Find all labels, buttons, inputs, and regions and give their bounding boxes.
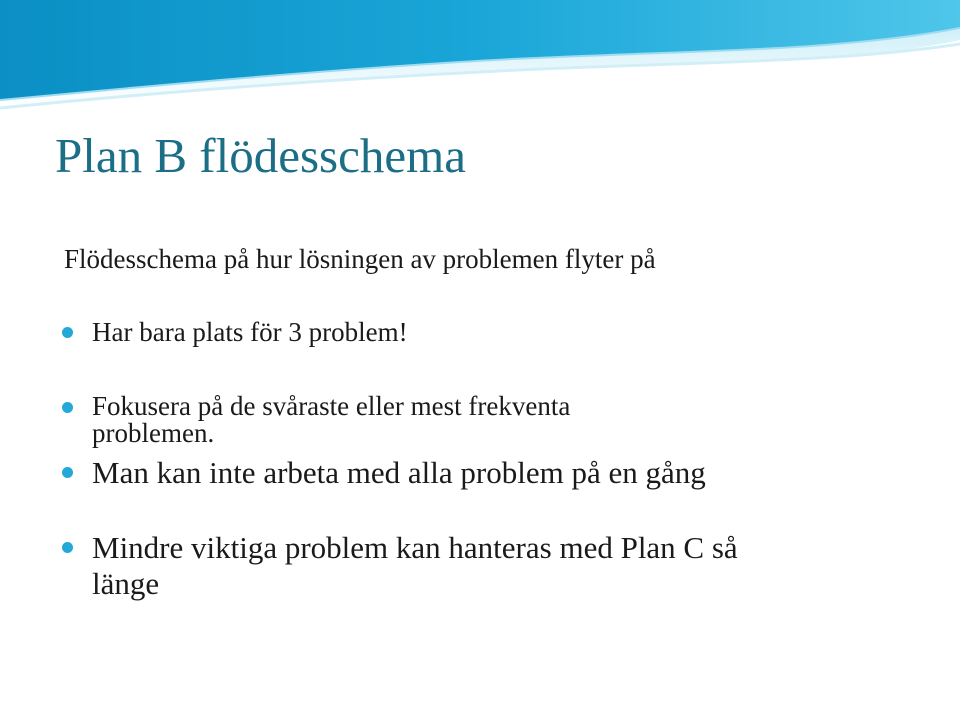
bullet-dot-icon [62,467,73,478]
header-wave-banner [0,0,960,120]
bullet-dot-icon [62,327,73,338]
bullet-dot-icon [62,402,73,413]
bullet-text: Man kan inte arbeta med alla problem på en gång [92,455,706,490]
bullet-text: Har bara plats för 3 problem! [92,317,408,347]
bullet-text: Mindre viktiga problem kan hanteras med Plan C så [92,530,738,565]
bullet-dot-icon [62,542,73,553]
bullet-text-continued: länge [92,566,160,601]
bullet-text-continued: problemen. [92,418,215,448]
intro-text: Flödesschema på hur lösningen av problemen flyter på [64,244,656,274]
bullet-text: Fokusera på de svåraste eller mest frekventa [92,391,571,421]
slide-title: Plan B flödesschema [55,128,466,183]
